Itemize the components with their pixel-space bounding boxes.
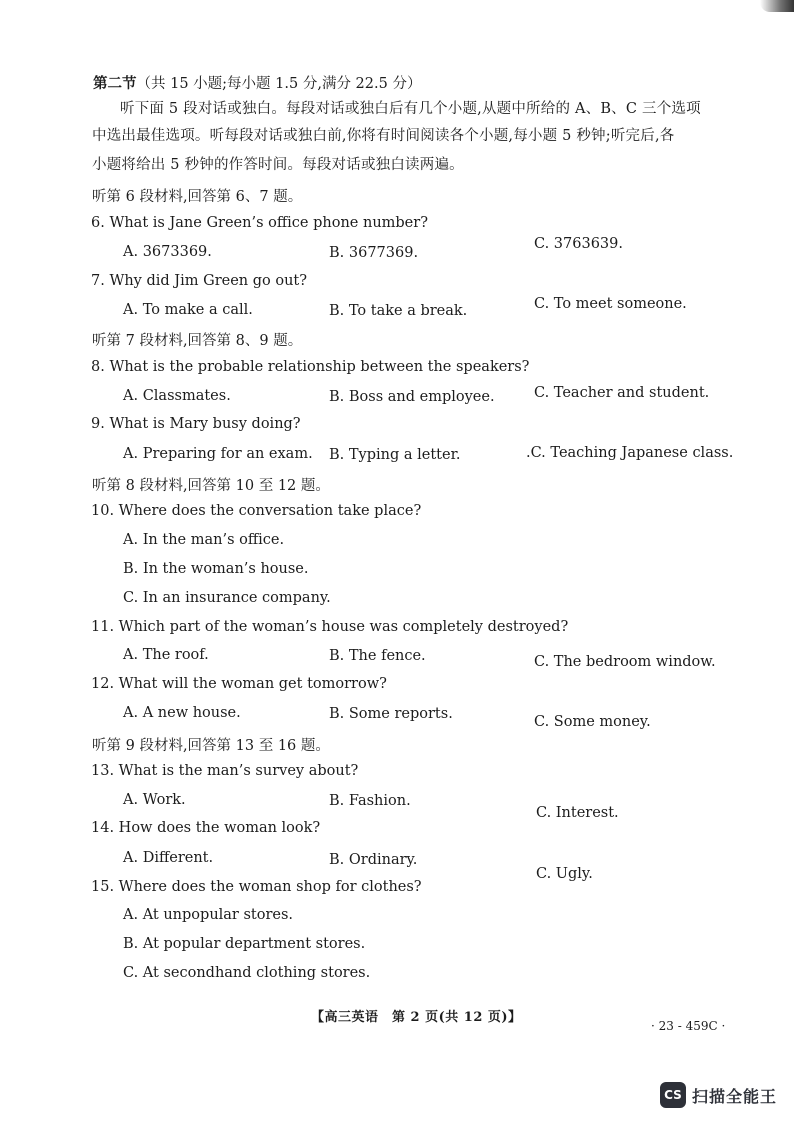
question-8: 8. What is the probable relationship between the speakers? — [91, 359, 530, 375]
instructions-line-3: 小题将给出 5 秒钟的作答时间。每段对话或独白读两遍。 — [92, 157, 464, 173]
option-a: A. A new house. — [123, 705, 241, 721]
option-a: A. 3673369. — [123, 244, 212, 260]
option-c: C. Teacher and student. — [534, 385, 710, 401]
option-a: A. The roof. — [123, 647, 209, 663]
option-c: C. Ugly. — [536, 866, 593, 882]
question-12: 12. What will the woman get tomorrow? — [91, 676, 387, 692]
option-b: B. Typing a letter. — [329, 447, 461, 463]
exam-code: · 23 - 459C · — [651, 1019, 726, 1033]
option-a: A. Classmates. — [123, 388, 231, 404]
option-c: C. 3763639. — [534, 236, 623, 252]
camscanner-logo-icon: CS — [660, 1082, 686, 1108]
option-b: B. The fence. — [329, 648, 426, 664]
scan-corner-shadow — [760, 0, 794, 12]
question-10: 10. Where does the conversation take place? — [91, 503, 422, 519]
option-a: A. At unpopular stores. — [123, 907, 294, 923]
option-a: A. Work. — [123, 792, 186, 808]
question-6: 6. What is Jane Green’s office phone number? — [91, 215, 428, 231]
option-a: A. Preparing for an exam. — [123, 446, 313, 462]
instructions-line-2: 中选出最佳选项。听每段对话或独白前,你将有时间阅读各个小题,每小题 5 秒钟;听完后,各 — [92, 128, 675, 144]
scanner-watermark — [660, 1079, 785, 1111]
question-9: 9. What is Mary busy doing? — [91, 416, 301, 432]
instructions-line-1: 听下面 5 段对话或独白。每段对话或独白后有几个小题,从题中所给的 A、B、C 三个选项 — [120, 101, 701, 117]
option-c: C. Some money. — [534, 714, 651, 730]
option-c: C. The bedroom window. — [534, 654, 716, 670]
option-a: A. To make a call. — [123, 302, 253, 318]
question-11: 11. Which part of the woman’s house was completely destroyed? — [91, 619, 569, 635]
option-b: B. Some reports. — [329, 706, 453, 722]
question-13: 13. What is the man’s survey about? — [91, 763, 359, 779]
option-b: B. Boss and employee. — [329, 389, 495, 405]
option-b: B. To take a break. — [329, 303, 468, 319]
section-heading — [93, 72, 421, 93]
section-title: 第二节 — [93, 75, 137, 92]
watermark-text: 扫描全能王 — [692, 1086, 778, 1106]
option-a: A. In the man’s office. — [123, 532, 285, 548]
option-b: B. 3677369. — [329, 245, 419, 261]
option-b: B. In the woman’s house. — [123, 561, 309, 577]
option-c: .C. Teaching Japanese class. — [526, 445, 734, 461]
option-c: C. At secondhand clothing stores. — [123, 965, 371, 981]
group-heading: 听第 9 段材料,回答第 13 至 16 题。 — [92, 738, 330, 754]
group-heading: 听第 6 段材料,回答第 6、7 题。 — [92, 189, 303, 205]
option-a: A. Different. — [123, 850, 214, 866]
option-c: C. To meet someone. — [534, 296, 687, 312]
group-heading: 听第 8 段材料,回答第 10 至 12 题。 — [92, 478, 330, 494]
option-b: B. At popular department stores. — [123, 936, 366, 952]
option-b: B. Fashion. — [329, 793, 411, 809]
section-detail: （共 15 小题;每小题 1.5 分,满分 22.5 分） — [136, 76, 422, 92]
option-c: C. In an insurance company. — [123, 590, 331, 606]
option-b: B. Ordinary. — [329, 852, 418, 868]
question-15: 15. Where does the woman shop for clothes? — [91, 879, 422, 895]
group-heading: 听第 7 段材料,回答第 8、9 题。 — [92, 333, 303, 349]
option-c: C. Interest. — [536, 805, 619, 821]
question-14: 14. How does the woman look? — [91, 820, 321, 836]
question-7: 7. Why did Jim Green go out? — [91, 273, 308, 289]
page-footer-label: 【高三英语 第 2 页(共 12 页)】 — [311, 1010, 522, 1025]
